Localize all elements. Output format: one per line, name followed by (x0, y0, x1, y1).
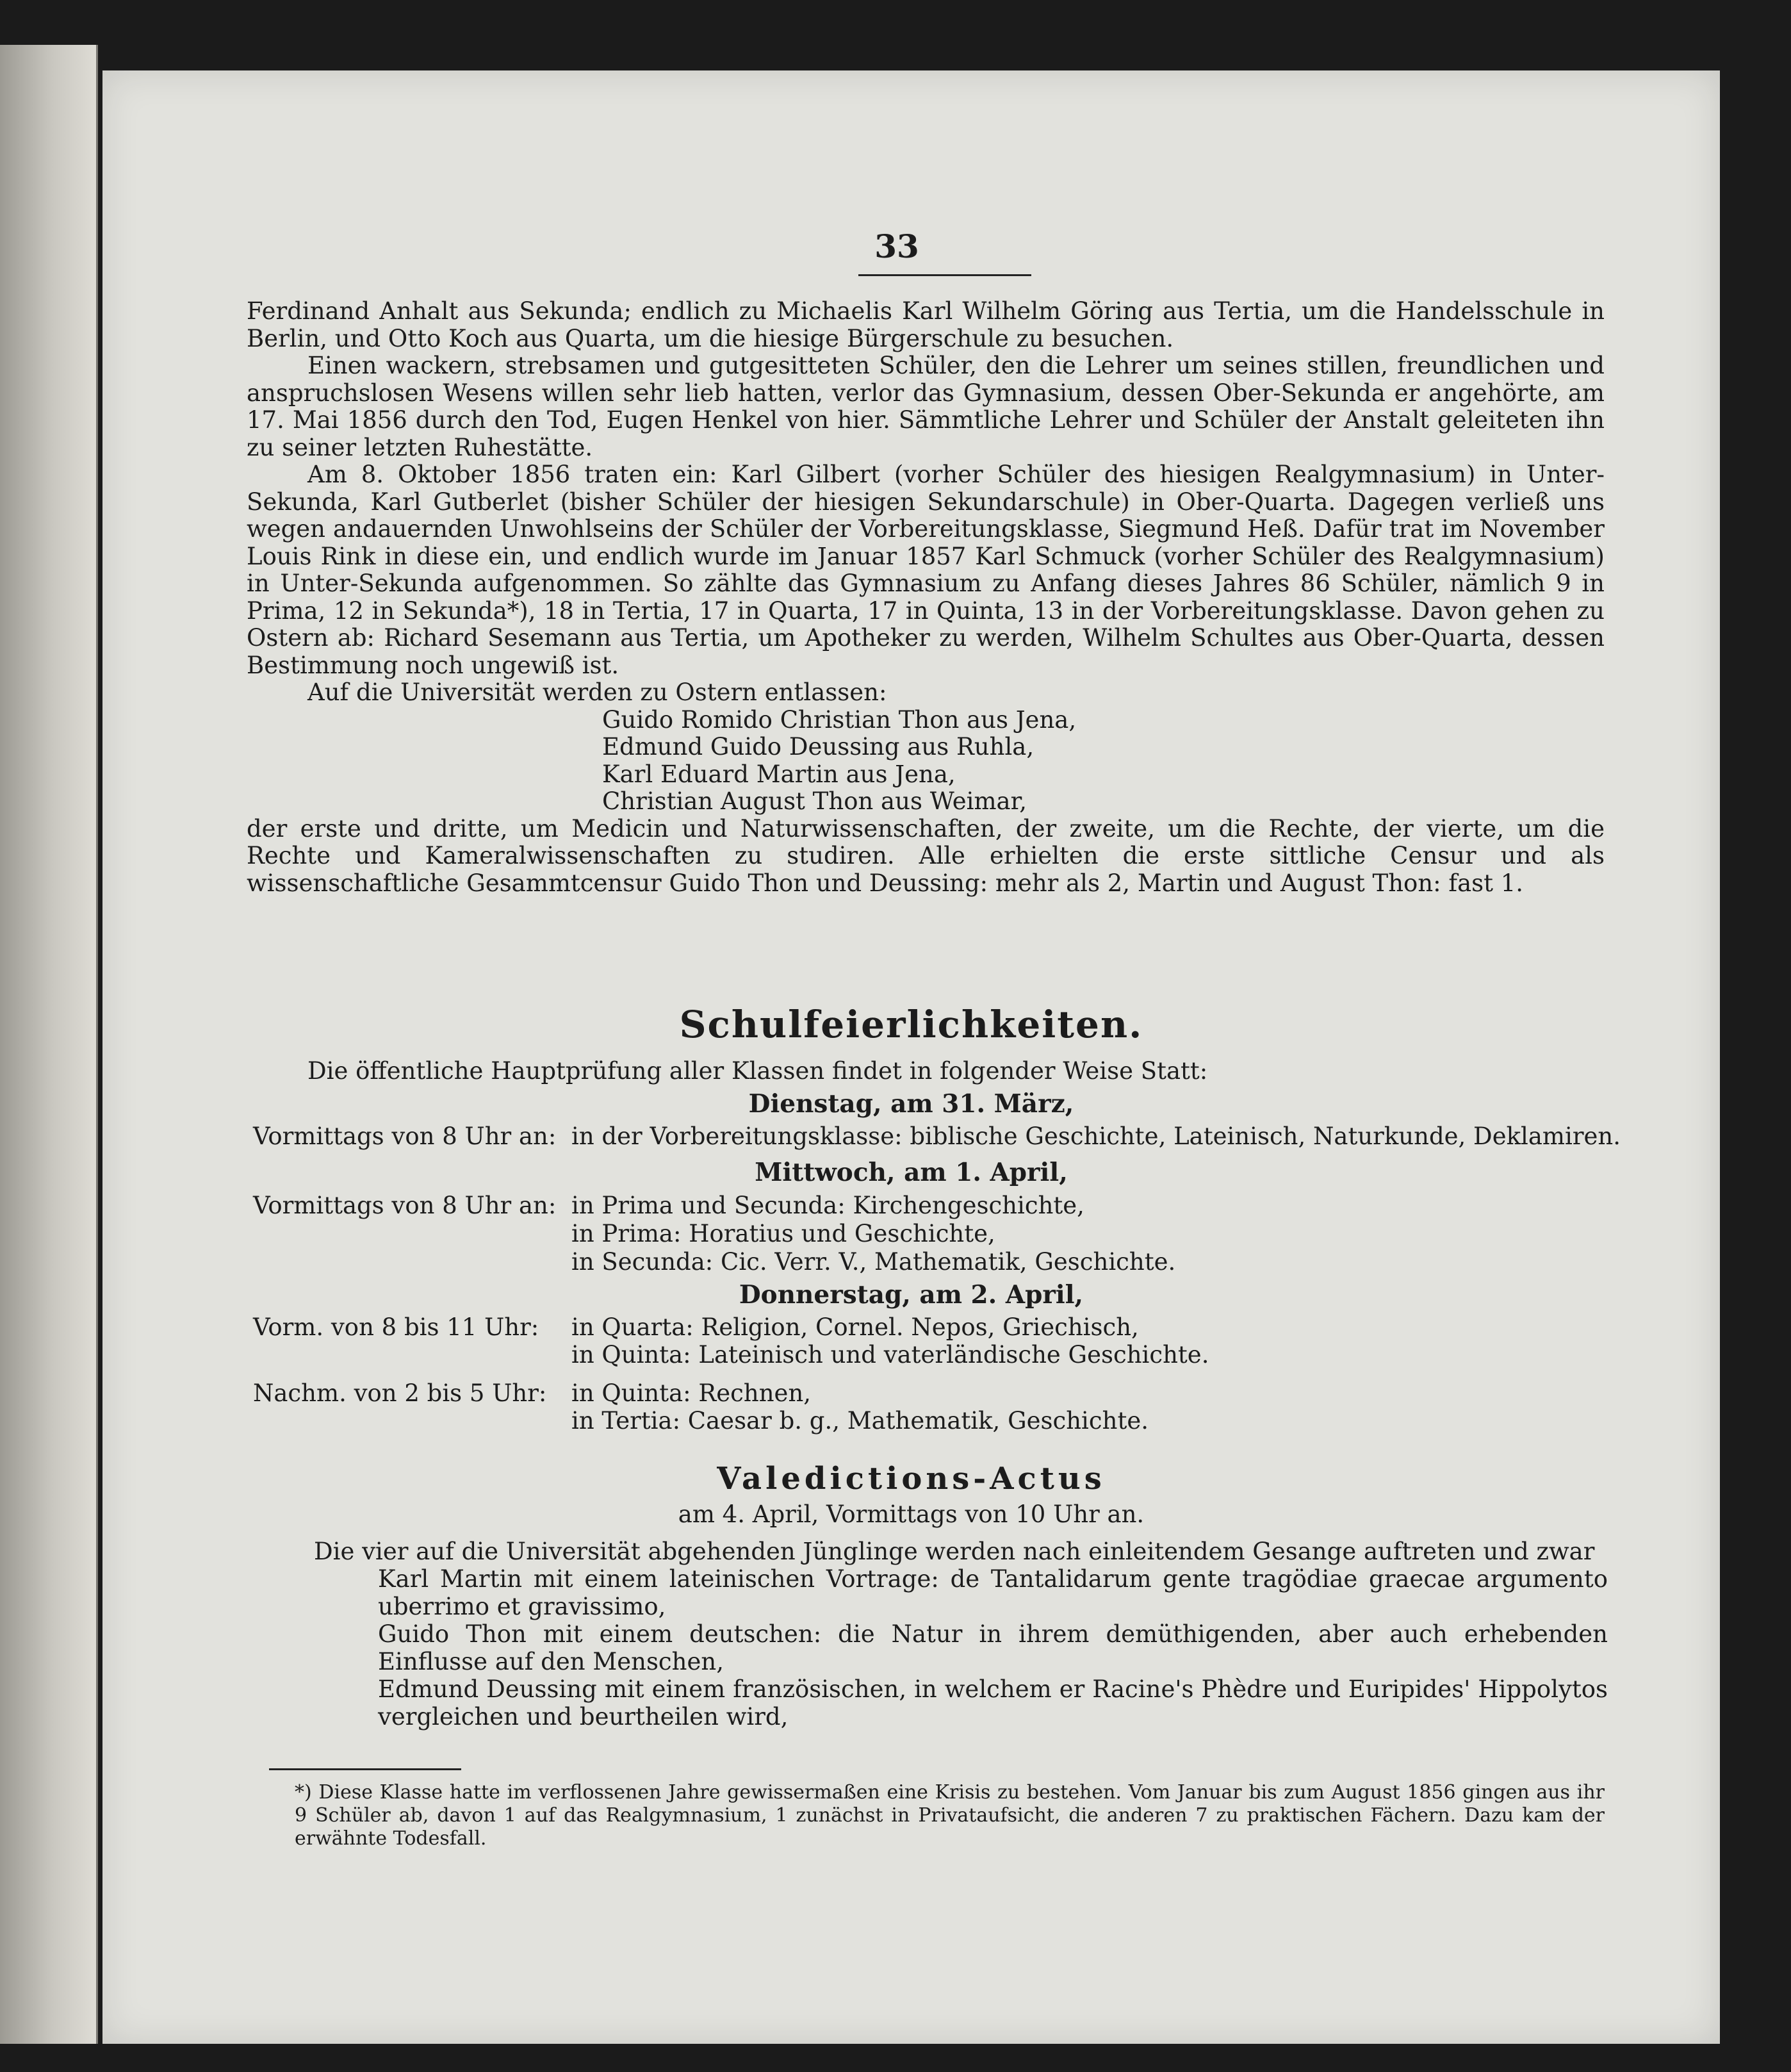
schedule-time: Vormittags von 8 Uhr an: (253, 1122, 557, 1150)
schedule-line: in Prima und Secunda: Kirchengeschichte, (571, 1192, 1084, 1219)
body-text (247, 298, 1605, 897)
paragraph-4: Auf die Universität werden zu Ostern entlassen: (307, 678, 887, 706)
day-heading: Dienstag, am 31. März, (748, 1089, 1074, 1119)
schedule-line: in Prima: Horatius und Geschichte, (571, 1220, 995, 1247)
schedule-line: in Secunda: Cic. Verr. V., Mathematik, Geschichte. (571, 1248, 1176, 1276)
schedule-line: in Quinta: Rechnen, (571, 1379, 812, 1407)
schedule-time: Nachm. von 2 bis 5 Uhr: (253, 1379, 547, 1407)
closing-paragraph: der erste und dritte, um Medicin und Naturwissenschaften, der zweite, um die Rechte, der vierte, um die Rechte und Kameralwissenschaften zu studiren. Alle erhielten die erste sittliche Censur und als wissenschaftliche Gesammtcensur Guido Thon und Deussing: mehr als 2, Martin und August Thon: fast 1. (247, 814, 1605, 897)
schedule-line: in Quarta: Religion, Cornel. Nepos, Griechisch, (571, 1313, 1139, 1341)
page-number: 33 (874, 227, 919, 265)
header-rule (858, 274, 1031, 276)
footnote-rule (269, 1768, 461, 1770)
footnote: *) Diese Klasse hatte im verflossenen Jahre gewissermaßen eine Krisis zu bestehen. Vom Januar bis zum August 1856 gingen aus ihr 9 Schüler ab, davon 1 auf das Realgymnasium, 1 zunächst in Privataufsicht, die anderen 7 zu praktischen Fächern. Dazu kam der erwähnte Todesfall. (295, 1781, 1605, 1850)
day-heading: Donnerstag, am 2. April, (739, 1280, 1084, 1310)
graduate-name: Karl Eduard Martin aus Jena, (602, 760, 956, 788)
valediction-item: Karl Martin mit einem lateinischen Vortrage: de Tantalidarum gente tragödiae graecae argumento uberrimo et gravissimo, (378, 1565, 1608, 1620)
valediction-heading: Valedictions-Actus (717, 1461, 1106, 1497)
graduate-name: Christian August Thon aus Weimar, (602, 787, 1027, 815)
schedule-time: Vorm. von 8 bis 11 Uhr: (253, 1313, 539, 1341)
left-page-edge (0, 45, 98, 2044)
paragraph-2: Einen wackern, strebsamen und gutgesitteten Schüler, den die Lehrer um seines stillen, freundlichen und anspruchslosen Wesens willen sehr lieb hatten, verlor das Gymnasium, dessen Ober-Sekunda er angehörte, am 17. Mai 1856 durch den Tod, Eugen Henkel von hier. Sämmtliche Lehrer und Schüler der Anstalt geleiteten ihn zu seiner letzten Ruhestätte. (247, 352, 1605, 461)
schedule-line: in der Vorbereitungsklasse: biblische Geschichte, Lateinisch, Naturkunde, Deklamiren. (571, 1122, 1621, 1150)
valediction-item: Guido Thon mit einem deutschen: die Natur in ihrem demüthigenden, aber auch erhebenden Einflusse auf den Menschen, (378, 1620, 1608, 1675)
valediction-intro: Die vier auf die Universität abgehenden Jünglinge werden nach einleitendem Gesange auftreten und zwar (314, 1538, 1595, 1565)
valediction-item: Edmund Deussing mit einem französischen, in welchem er Racine's Phèdre und Euripides' Hippolytos vergleichen und beurtheilen wird, (378, 1675, 1608, 1731)
schedule-line: in Quinta: Lateinisch und vaterländische Geschichte. (571, 1341, 1209, 1369)
graduate-list (602, 707, 1605, 816)
schedule-time: Vormittags von 8 Uhr an: (253, 1192, 557, 1219)
section-intro: Die öffentliche Hauptprüfung aller Klassen findet in folgender Weise Statt: (307, 1057, 1208, 1085)
section-heading: Schulfeierlichkeiten. (679, 1003, 1143, 1046)
graduate-name: Edmund Guido Deussing aus Ruhla, (602, 733, 1035, 761)
document-page (102, 70, 1720, 2044)
paragraph-1: Ferdinand Anhalt aus Sekunda; endlich zu Michaelis Karl Wilhelm Göring aus Tertia, um die Handelsschule in Berlin, und Otto Koch aus Quarta, um die hiesige Bürgerschule zu besuchen. (247, 297, 1605, 352)
graduate-name: Guido Romido Christian Thon aus Jena, (602, 705, 1077, 734)
valediction-date: am 4. April, Vormittags von 10 Uhr an. (678, 1501, 1145, 1528)
valediction-text (314, 1538, 1608, 1731)
paragraph-3: Am 8. Oktober 1856 traten ein: Karl Gilbert (vorher Schüler des hiesigen Realgymnasium) in Unter-Sekunda, Karl Gutberlet (bisher Schüler der hiesigen Sekundarschule) in Ober-Quarta. Dagegen verließ uns wegen andauernden Unwohlseins der Schüler der Vorbereitungsklasse, Siegmund Heß. Dafür trat im November Louis Rink in diese ein, und endlich wurde im Januar 1857 Karl Schmuck (vorher Schüler des Realgymnasium) in Unter-Sekunda aufgenommen. So zählte das Gymnasium zu Anfang dieses Jahres 86 Schüler, nämlich 9 in Prima, 12 in Sekunda*), 18 in Tertia, 17 in Quarta, 17 in Quinta, 13 in der Vorbereitungsklasse. Davon gehen zu Ostern ab: Richard Sesemann aus Tertia, um Apotheker zu werden, Wilhelm Schultes aus Ober-Quarta, dessen Bestimmung noch ungewiß ist. (247, 461, 1605, 679)
schedule-line: in Tertia: Caesar b. g., Mathematik, Geschichte. (571, 1407, 1149, 1435)
day-heading: Mittwoch, am 1. April, (755, 1158, 1068, 1187)
